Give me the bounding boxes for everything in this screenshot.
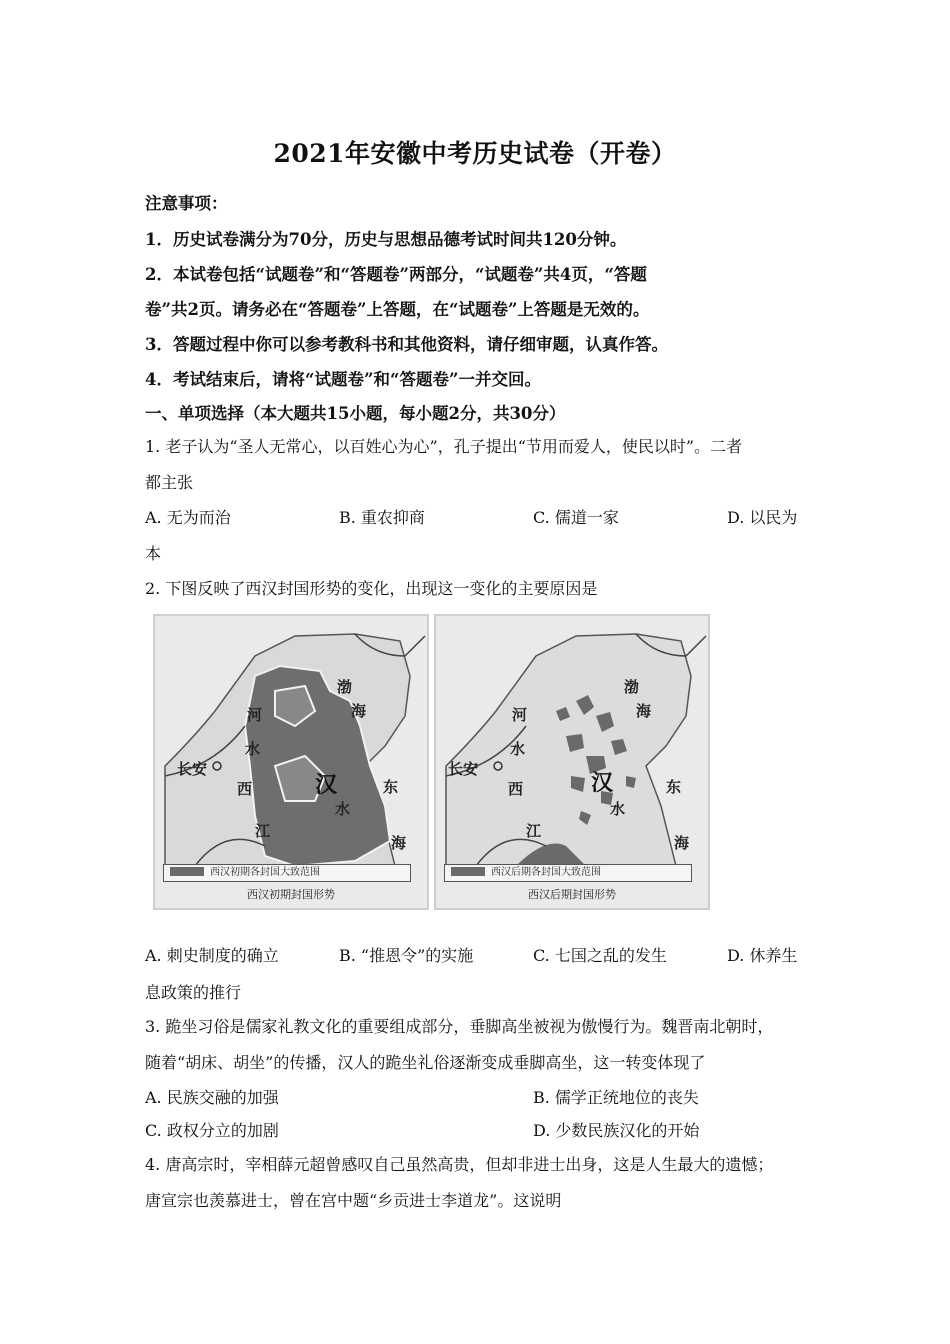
map-late-legend: 西汉后期各封国大致范围 [444, 864, 692, 882]
map-early-caption: 西汉初期封国形势 [247, 888, 335, 901]
q3-option-b: B. 儒学正统地位的丧失 [533, 1088, 699, 1107]
map-late-label-hai: 海 [636, 702, 652, 720]
q2-option-a: A. 刺史制度的确立 [145, 946, 279, 965]
map-late-label-dong: 东 [666, 778, 682, 796]
map-early-label-xi: 西 [237, 780, 253, 798]
map-early-label-shui: 水 [245, 740, 261, 758]
q3-stem-cont: 随着“胡床、胡坐”的传播，汉人的跪坐礼俗逐渐变成垂脚高坐，这一转变体现了 [145, 1053, 706, 1072]
q1-option-b: B. 重农抑商 [339, 508, 425, 527]
q1-stem: 1. 老子认为“圣人无常心，以百姓心为心”，孔子提出“节用而爱人，使民以时”。二者 [145, 437, 743, 456]
notice-item-1: 1．历史试卷满分为70分，历史与思想品德考试时间共120分钟。 [145, 230, 627, 249]
q3-stem: 3. 跪坐习俗是儒家礼教文化的重要组成部分，垂脚高坐被视为傲慢行为。魏晋南北朝时， [145, 1017, 774, 1036]
legend-swatch [170, 867, 204, 876]
map-late-label-jiang: 江 [526, 822, 542, 840]
map-early-label-bo: 渤 [337, 678, 353, 696]
q1-option-a: A. 无为而治 [145, 508, 231, 527]
map-early-label-dong: 东 [383, 778, 399, 796]
q1-option-d-wrap: 本 [145, 544, 162, 563]
q4-stem: 4. 唐高宗时，宰相薛元超曾感叹自己虽然高贵，但却非进士出身，这是人生最大的遗憾； [145, 1155, 774, 1174]
map-early-label-he: 河 [247, 706, 263, 724]
map-early-legend: 西汉初期各封国大致范围 [163, 864, 411, 882]
section-heading: 一、单项选择（本大题共15小题，每小题2分，共30分） [145, 404, 566, 423]
map-late-caption: 西汉后期封国形势 [528, 888, 616, 901]
q2-stem: 2. 下图反映了西汉封国形势的变化，出现这一变化的主要原因是 [145, 579, 598, 598]
notice-item-3: 3．答题过程中你可以参考教科书和其他资料，请仔细审题，认真作答。 [145, 335, 668, 354]
q3-option-a: A. 民族交融的加强 [145, 1088, 279, 1107]
q1-option-c: C. 儒道一家 [533, 508, 619, 527]
notice-item-4: 4．考试结束后，请将“试题卷”和“答题卷”一并交回。 [145, 370, 541, 389]
map-late-han [434, 614, 710, 910]
map-early-label-changan: 长安 [177, 760, 208, 778]
legend-swatch [451, 867, 485, 876]
map-late-label-he: 河 [512, 706, 528, 724]
map-early-label-han: 汉 [315, 772, 338, 798]
q3-option-c: C. 政权分立的加剧 [145, 1121, 279, 1140]
q3-option-d: D. 少数民族汉化的开始 [533, 1121, 700, 1140]
map-late-label-hai2: 海 [674, 834, 690, 852]
map-early-label-jiang: 江 [255, 822, 271, 840]
q2-option-d: D. 休养生 [727, 946, 798, 965]
map-early-label-shui2: 水 [335, 800, 351, 818]
q4-stem-cont: 唐宣宗也羡慕进士，曾在宫中题“乡贡进士李道龙”。这说明 [145, 1191, 562, 1210]
map-early-label-hai: 海 [351, 702, 367, 720]
notice-item-2: 2．本试卷包括“试题卷”和“答题卷”两部分，“试题卷”共4页，“答题 [145, 265, 647, 284]
map-early-han [153, 614, 429, 910]
notice-item-2-cont: 卷”共2页。请务必在“答题卷”上答题，在“试题卷”上答题是无效的。 [145, 300, 650, 319]
q1-option-d: D. 以民为 [727, 508, 798, 527]
q1-stem-cont: 都主张 [145, 473, 194, 492]
map-late-label-xi: 西 [508, 780, 524, 798]
q2-option-d-wrap: 息政策的推行 [145, 983, 242, 1002]
exam-title: 2021年安徽中考历史试卷（开卷） [273, 139, 677, 168]
map-late-label-changan: 长安 [448, 760, 479, 778]
q2-option-b: B. “推恩令”的实施 [339, 946, 474, 965]
q2-option-c: C. 七国之乱的发生 [533, 946, 667, 965]
map-late-label-han: 汉 [591, 770, 614, 796]
notice-heading: 注意事项： [145, 194, 228, 213]
map-late-label-bo: 渤 [624, 678, 640, 696]
map-early-label-hai2: 海 [391, 834, 407, 852]
map-late-label-shui: 水 [510, 740, 526, 758]
map-late-label-shui2: 水 [610, 800, 626, 818]
